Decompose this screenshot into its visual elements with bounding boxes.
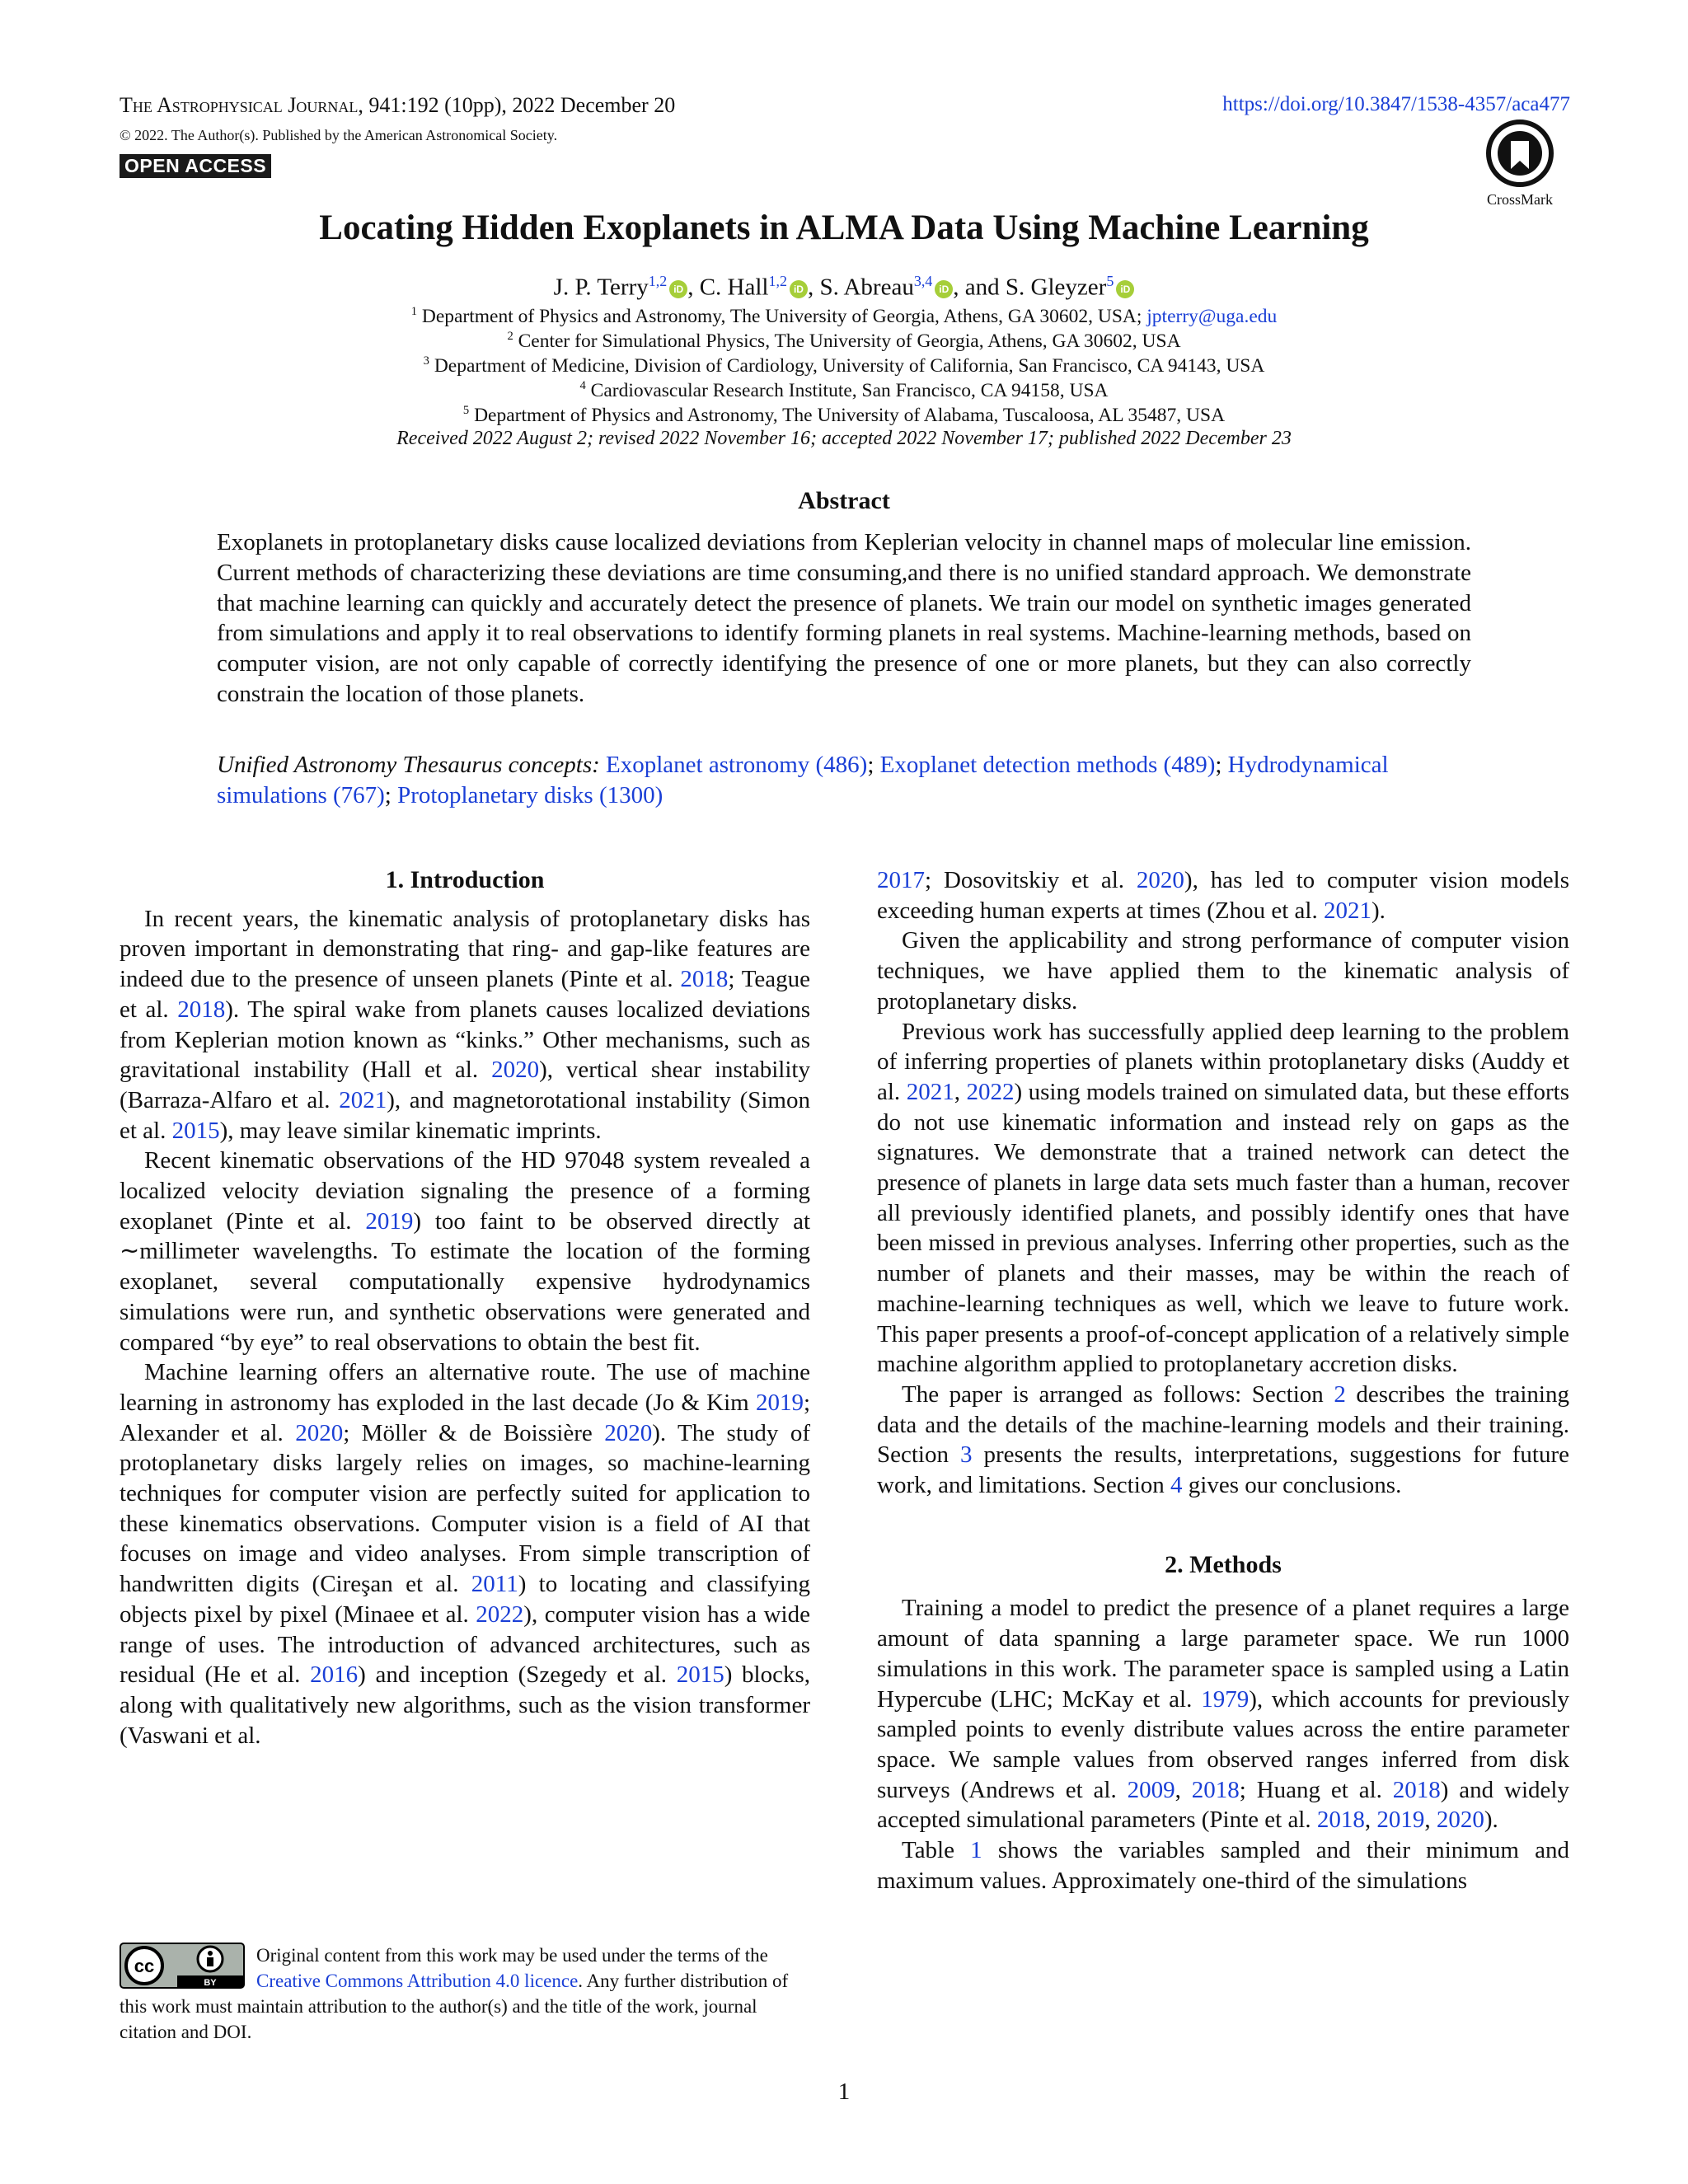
reference-link[interactable]: 2021 [339, 1086, 387, 1113]
paragraph-text: , [1424, 1807, 1437, 1834]
paragraph-text: shows the variables sampled and their minimum and maximum values. Approximately one-third of the simulations [877, 1837, 1569, 1894]
reference-link[interactable]: 2009 [1127, 1776, 1175, 1803]
paragraph-text: ), and magnetorotational instability (Simon et al. [120, 1086, 810, 1144]
paragraph-text: ), computer vision has a wide range of uses. The introduction of advanced architectures, such as residual (He et al. [120, 1601, 810, 1689]
citation-info: , 941:192 (10pp), 2022 December 20 [358, 93, 676, 117]
reference-link[interactable]: 2018 [177, 996, 226, 1023]
affiliation: $^1$ Department of Physics and Astronomy, The University of Georgia, Athens, GA 30602, USA; jpterry@uga.edu [410, 305, 1278, 327]
uat-link[interactable]: Protoplanetary disks (1300) [397, 782, 663, 808]
author-name: S. Abreau [819, 274, 914, 301]
author-affil-ref[interactable]: 5 [1106, 273, 1114, 289]
reference-link[interactable]: 2018 [1316, 1807, 1365, 1834]
section-heading: 2. Methods [1165, 1550, 1282, 1578]
license-notice: cc BY Original content from this work may be used under the terms of the Creative Commons Attribution 4.0 licence. Any further distribution of this work must maintain attribution to the author(s) and the title of the work, journal citation and DOI. [120, 1943, 810, 2045]
paragraph-text: ; Dosovitskiy et al. [925, 867, 1137, 893]
reference-link[interactable]: 2015 [676, 1661, 724, 1689]
affiliation: $^5$ Department of Physics and Astronomy, The University of Alabama, Tuscaloosa, AL 35487, USA [462, 404, 1226, 426]
paragraph-text: presents the results, interpretations, suggestions for future work, and limitations. Section [877, 1441, 1569, 1499]
uat-label: Unified Astronomy Thesaurus concepts: [217, 752, 600, 778]
uat-link[interactable]: Exoplanet astronomy (486) [606, 752, 868, 778]
paragraph-text: , [954, 1078, 967, 1105]
svg-text:BY: BY [204, 1978, 217, 1988]
paragraph-text: ), vertical shear instability (Barraza-Alfaro et al. [120, 1057, 810, 1113]
affiliation: $^2$ Center for Simulational Physics, The University of Georgia, Athens, GA 30602, USA [507, 330, 1181, 352]
paragraph-text: ) and widely accepted simulational parameters (Pinte et al. [877, 1776, 1569, 1834]
uat-concepts: Unified Astronomy Thesaurus concepts: Exoplanet astronomy (486); Exoplanet detection methods (489); Hydrodynamical simulations (767); Protoplanetary disks (1300) [217, 752, 1389, 808]
reference-link[interactable]: 2022 [966, 1078, 1015, 1105]
crossmark-icon [1486, 120, 1554, 187]
paragraph-text: Given the applicability and strong performance of computer vision techniques, we have applied them to the kinematic analysis of protoplanetary disks. [877, 927, 1569, 1015]
paragraph-text: ). The study of protoplanetary disks largely relies on images, so machine-learning techniques for computer vision are perfectly suited for application to these kinematics observations. Computer vision is a field of AI that focuses on image and video analyses. From simple transcription of handwritten digits (Cireşan et al. [120, 1419, 810, 1598]
paragraph-text: , [1175, 1776, 1192, 1803]
reference-link[interactable]: 2018 [1392, 1776, 1441, 1803]
reference-link[interactable]: 2018 [680, 966, 729, 993]
paragraph-text: ) too faint to be observed directly at ∼millimeter wavelengths. To estimate the location of the forming exoplanet, several computationally expensive hydrodynamics simulations were run, and synthetic observations were generated and compared “by eye” to real observations to obtain the best fit. [120, 1207, 810, 1356]
author-name: C. Hall [699, 274, 769, 301]
paragraph-text: ; Huang et al. [1239, 1776, 1393, 1803]
paragraph-text: ), which accounts for previously sampled points to evenly distribute values across the entire parameter space. We sample values from observed ranges inferred from disk surveys (Andrews et al. [877, 1685, 1570, 1803]
license-link[interactable]: Creative Commons Attribution 4.0 licence [256, 1971, 579, 1991]
reference-link[interactable]: 2020 [491, 1057, 540, 1084]
reference-link[interactable]: 4 [1170, 1472, 1183, 1499]
paragraph-text: Table [902, 1837, 971, 1864]
left-column [120, 865, 810, 1750]
paragraph-text: ; Teague et al. [120, 966, 810, 1023]
orcid-icon[interactable]: iD [935, 280, 953, 298]
paragraph-text: , [1364, 1807, 1377, 1834]
reference-link[interactable]: 1979 [1201, 1685, 1250, 1713]
paragraph-text: Recent kinematic observations of the HD 97048 system revealed a localized velocity deviation signaling the presence of a forming exoplanet (Pinte et al. [120, 1147, 810, 1235]
open-access-badge: OPEN ACCESS [120, 154, 271, 178]
author-name: S. Gleyzer [1005, 274, 1107, 301]
paragraph [877, 926, 1569, 1016]
paragraph-text: ) blocks, along with qualitatively new algorithms, such as the vision transformer (Vaswani et al. [120, 1661, 810, 1749]
author-name: J. P. Terry [553, 274, 649, 301]
paragraph-text: describes the training data and the details of the machine-learning models and their training. Section [877, 1380, 1569, 1469]
paragraph [120, 1146, 810, 1357]
orcid-icon[interactable]: iD [669, 280, 687, 298]
reference-link[interactable]: 2 [1334, 1380, 1346, 1408]
reference-link[interactable]: 2020 [1436, 1807, 1484, 1834]
paragraph-text: The paper is arranged as follows: Section [902, 1380, 1334, 1408]
svg-text:cc: cc [134, 1956, 155, 1976]
email-link[interactable]: jpterry@uga.edu [1146, 305, 1278, 327]
paragraph-text: ) and inception (Szegedy et al. [358, 1661, 677, 1689]
paragraph-text: ). [1371, 897, 1386, 924]
reference-link[interactable]: 2020 [295, 1419, 344, 1446]
reference-link[interactable]: 2019 [1376, 1807, 1425, 1834]
uat-link[interactable]: Hydrodynamical simulations (767) [217, 752, 1389, 808]
paragraph-text: gives our conclusions. [1182, 1472, 1402, 1499]
paragraph [120, 904, 810, 1146]
author-affil-ref[interactable]: 1,2 [768, 273, 787, 289]
copyright-notice: © 2022. The Author(s). Published by the American Astronomical Society. [120, 127, 558, 143]
affiliation: $^4$ Cardiovascular Research Institute, San Francisco, CA 94158, USA [579, 379, 1109, 401]
reference-link[interactable]: 2021 [906, 1078, 954, 1105]
doi-link[interactable]: https://doi.org/10.3847/1538-4357/aca477 [1222, 93, 1570, 115]
reference-link[interactable]: 2020 [604, 1419, 653, 1446]
paper-title: Locating Hidden Exoplanets in ALMA Data Using Machine Learning [319, 209, 1369, 247]
paragraph-text: ; Alexander et al. [120, 1389, 810, 1446]
affiliation: $^3$ Department of Medicine, Division of Cardiology, University of California, San Francisco, CA 94143, USA [423, 354, 1265, 377]
paragraph-text: ), may leave similar kinematic imprints. [219, 1117, 602, 1144]
paragraph-text: ) using models trained on simulated data, but these efforts do not use kinematic information and instead rely on gaps as the signatures. We demonstrate that a trained network can detect the presence of planets in large data sets much faster than a human, recover all previously identified planets, and possibly identify ones that have been missed in previous analyses. Inferring other properties, such as the number of planets and their masses, may be within the reach of machine-learning techniques as well, which we leave to future work. This paper presents a proof-of-concept application of a relatively simple machine algorithm applied to protoplanetary accretion disks. [877, 1078, 1569, 1378]
reference-link[interactable]: 2021 [1323, 897, 1372, 924]
publication-dates: Received 2022 August 2; revised 2022 November 16; accepted 2022 November 17; published 2022 December 23 [396, 428, 1292, 449]
uat-link[interactable]: Exoplanet detection methods (489) [879, 752, 1216, 778]
paragraph-text: In recent years, the kinematic analysis of protoplanetary disks has proven important in demonstrating that ring- and gap-like features are indeed due to the presence of unseen planets (Pinte et al. [120, 905, 810, 993]
crossmark-button[interactable] [1470, 120, 1569, 209]
author-affil-ref[interactable]: 3,4 [913, 273, 933, 289]
paragraph [120, 1357, 810, 1750]
reference-link[interactable]: 2018 [1191, 1776, 1240, 1803]
orcid-icon[interactable]: iD [1116, 280, 1134, 298]
reference-link[interactable]: 2016 [310, 1661, 359, 1689]
journal-name: The Astrophysical Journal [120, 93, 359, 117]
cc-by-badge-icon[interactable] [120, 1943, 245, 1989]
orcid-icon[interactable]: iD [790, 280, 808, 298]
paragraph [877, 1593, 1569, 1835]
paragraph-text: Previous work has successfully applied deep learning to the problem of inferring properties of planets within protoplanetary disks (Auddy et al. [877, 1018, 1569, 1105]
paragraph-text: Machine learning offers an alternative route. The use of machine learning in astronomy has exploded in the last decade (Jo & Kim [120, 1359, 810, 1416]
paragraph-text: ). The spiral wake from planets causes localized deviations from Keplerian motion known as “kinks.” Other mechanisms, such as gravitational instability (Hall et al. [120, 996, 810, 1084]
section-heading: 1. Introduction [385, 866, 545, 893]
reference-link[interactable]: 2020 [1136, 867, 1184, 893]
page-number: 1 [837, 2079, 851, 2105]
crossmark-label: CrossMark [1487, 191, 1553, 208]
paragraph-text: Training a model to predict the presence of a planet requires a large amount of data spanning a large parameter space. We run 1000 simulations in this work. The parameter space is sampled using a Latin Hypercube (LHC; McKay et al. [877, 1595, 1569, 1713]
right-column [877, 865, 1569, 1896]
reference-link[interactable]: 2022 [476, 1601, 524, 1628]
author-affil-ref[interactable]: 1,2 [648, 273, 668, 289]
abstract-heading: Abstract [798, 487, 890, 514]
paragraph-text: ), has led to computer vision models exceeding human experts at times (Zhou et al. [877, 867, 1569, 924]
reference-link[interactable]: 2015 [171, 1117, 220, 1144]
abstract-text: Exoplanets in protoplanetary disks cause localized deviations from Keplerian velocity in channel maps of molecular line emission. Current methods of characterizing these deviations are time consuming,and there is no unified standard approach. We demonstrate that machine learning can quickly and accurately detect the presence of planets. We train our model on synthetic images generated from simulations and apply it to real observations to identify forming planets in real systems. Machine-learning methods, based on computer vision, are not only capable of correctly identifying the presence of one or more planets, but they can also correctly constrain the location of those planets. [217, 529, 1471, 707]
paragraph [877, 1835, 1569, 1896]
paragraph-text: ; Möller & de Boissière [343, 1419, 605, 1446]
reference-link[interactable]: 1 [970, 1837, 982, 1864]
paragraph-text: ) to locating and classifying objects pixel by pixel (Minaee et al. [120, 1571, 810, 1628]
reference-link[interactable]: 2017 [877, 867, 925, 893]
reference-link[interactable]: 2011 [471, 1571, 518, 1598]
journal-citation [120, 93, 675, 118]
reference-link[interactable]: 2019 [755, 1389, 804, 1416]
paragraph [877, 865, 1569, 926]
author-list: J. P. Terry$^{1,2}$ iD , C. Hall$^{1,2}$ iD , S. Abreau$^{3,4}$ iD , and S. Gleyzer$^5$ iD [0, 273, 1688, 302]
paragraph [877, 1017, 1569, 1380]
paragraph [877, 1380, 1569, 1501]
reference-link[interactable]: 2019 [365, 1207, 414, 1235]
paragraph-text: ). [1484, 1807, 1498, 1834]
reference-link[interactable]: 3 [959, 1441, 973, 1469]
